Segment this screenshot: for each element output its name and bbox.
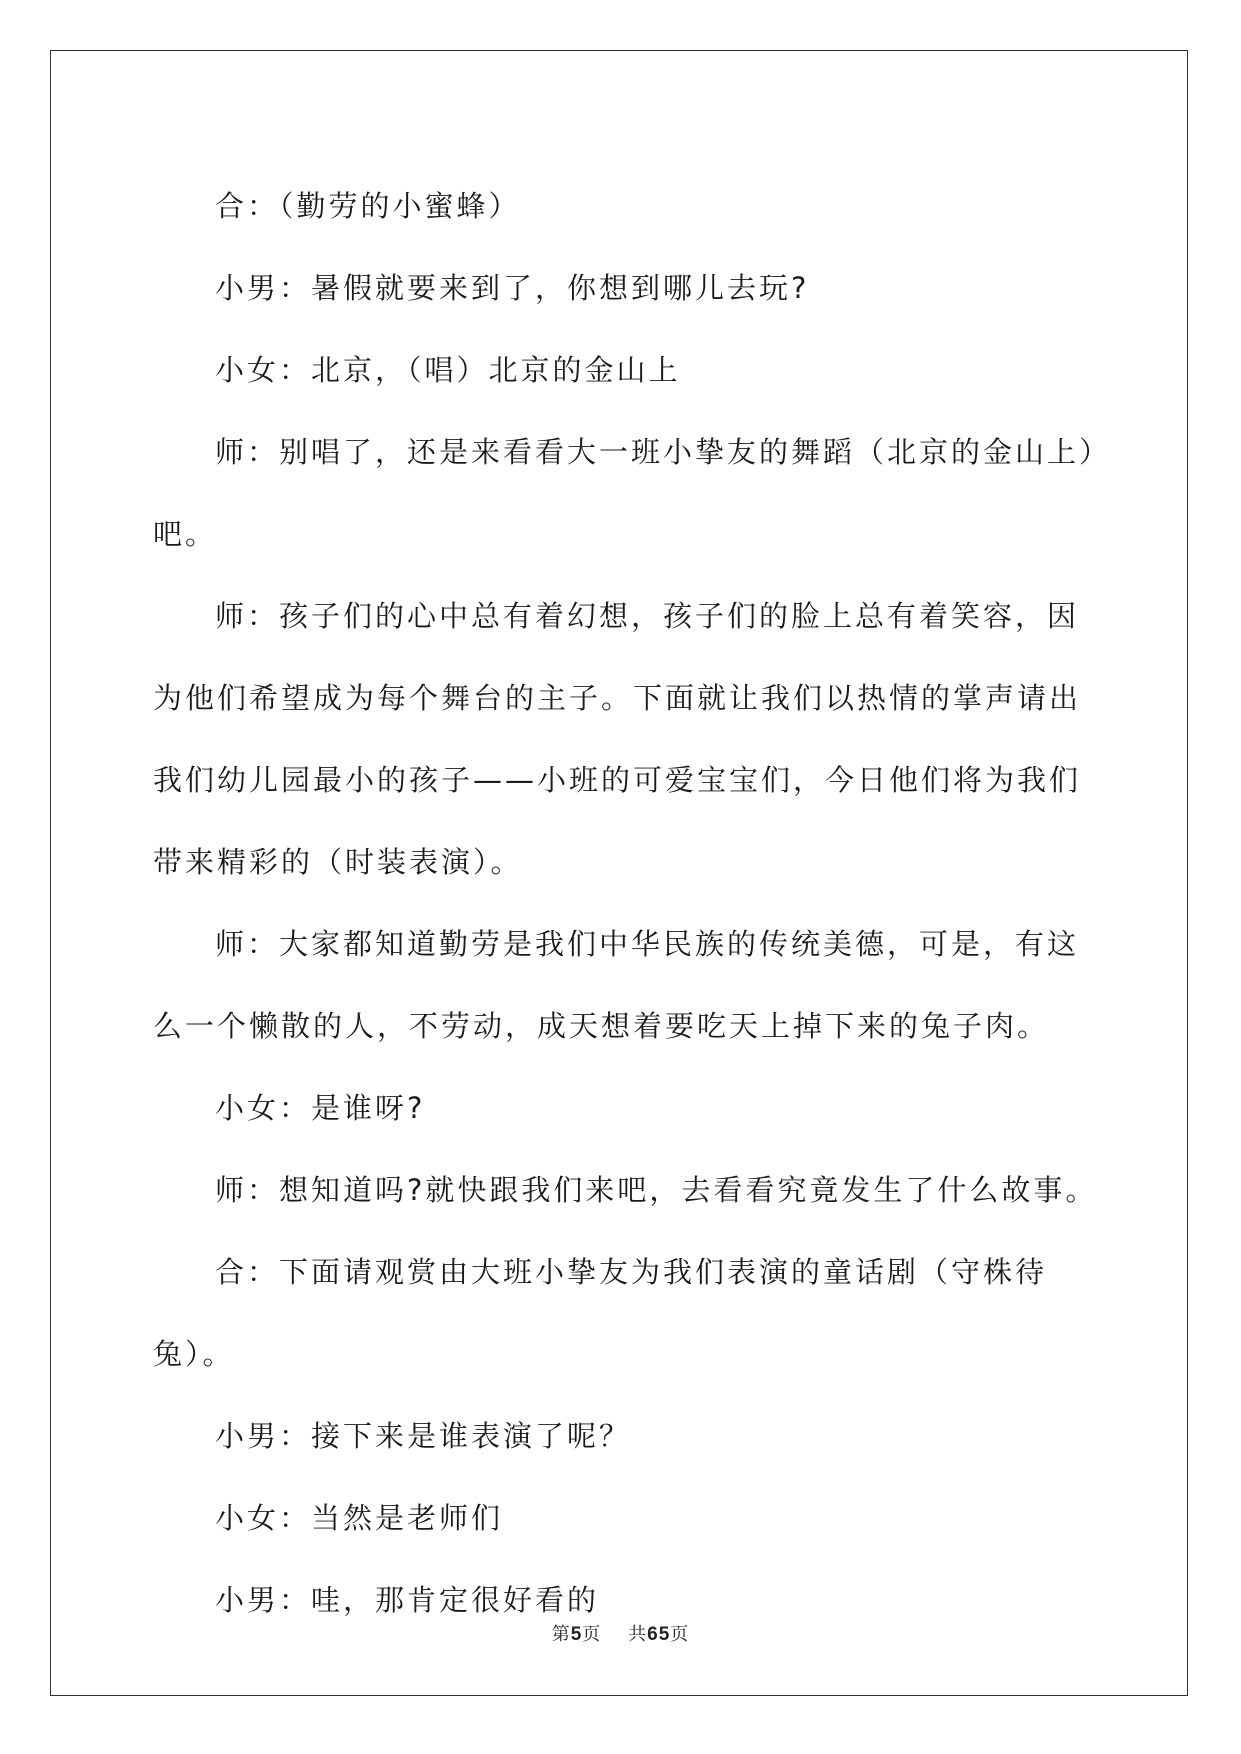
paragraph-1: 合：（勤劳的小蜜蜂） [215,189,521,223]
total-pages: 65 [647,1624,671,1645]
page-footer [0,1620,1241,1646]
paragraph-9: 合：下面请观赏由大班小挚友为我们表演的童话剧（守株待兔）。 [153,1255,1048,1371]
paragraph-10: 小男：接下来是谁表演了呢？ [215,1419,632,1453]
paragraph-5: 师：孩子们的心中总有着幻想，孩子们的脸上总有着笑容，因为他们希望成为每个舞台的主子。下面就让我们以热情的掌声请出我们幼儿园最小的孩子——小班的可爱宝宝们，今日他们将为我们带来精彩的（时装表演）。 [153,599,1082,879]
paragraph-2: 小男：暑假就要来到了，你想到哪儿去玩? [215,271,810,305]
footer-total-suffix: 页 [670,1624,690,1645]
document-body [153,165,1098,1641]
paragraph-6: 师：大家都知道勤劳是我们中华民族的传统美德，可是，有这么一个懒散的人，不劳动，成天想着要吃天上掉下来的兔子肉。 [153,927,1080,1043]
paragraph-12: 小男：哇，那肯定很好看的 [215,1583,600,1617]
footer-total-prefix: 共 [628,1624,648,1645]
paragraph-7: 小女：是谁呀? [215,1091,426,1125]
paragraph-11: 小女：当然是老师们 [215,1501,504,1535]
paragraph-4: 师：别唱了，还是来看看大一班小挚友的舞蹈（北京的金山上）吧。 [153,435,1097,551]
page-number: 5 [570,1624,583,1645]
paragraph-8: 师：想知道吗?就快跟我们来吧，去看看究竟发生了什么故事。 [215,1173,1098,1207]
paragraph-3: 小女：北京，（唱）北京的金山上 [215,353,681,387]
footer-prefix: 第 [551,1624,571,1645]
footer-page-suffix: 页 [582,1624,602,1645]
